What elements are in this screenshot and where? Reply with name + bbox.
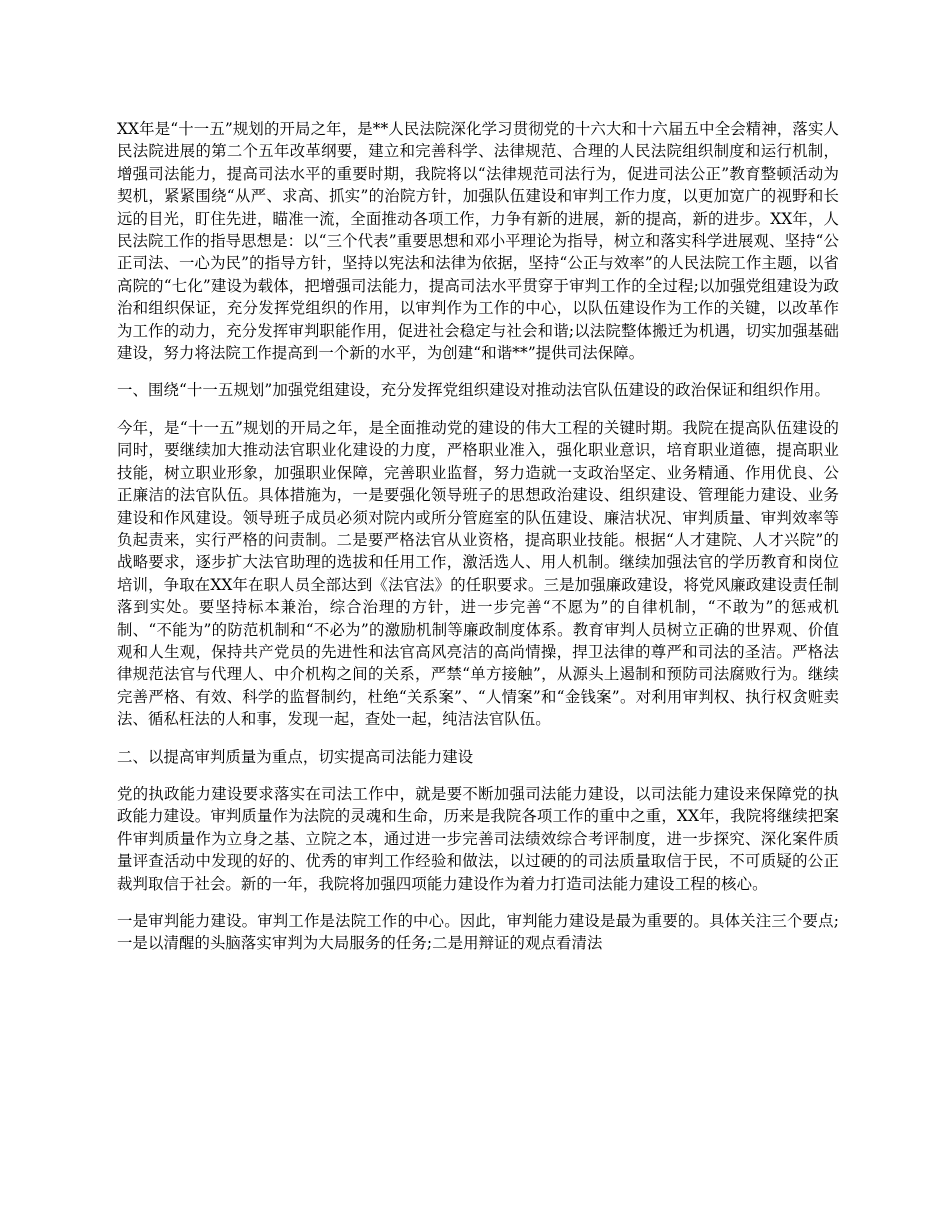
paragraph-intro: XX年是“十一五”规划的开局之年，是**人民法院深化学习贯彻党的十六大和十六届五中全会精神，落实人民法院进展的第二个五年改革纲要，建立和完善科学、法律规范、合理的人民法院组织制度和运行机制，增强司法能力，提高司法水平的重要时期，我院将以“法律规范司法行为，促进司法公正”教育整顿活动为契机，紧紧围绕“从严、求高、抓实”的治院方针，加强队伍建设和审判工作力度，以更加宽广的视野和长远的目光，盯住先进，瞄准一流，全面推动各项工作，力争有新的进展，新的提高，新的进步。XX年，人民法院工作的指导思想是：以“三个代表”重要思想和邓小平理论为指导，树立和落实科学进展观、坚持“公正司法、一心为民”的指导方针，坚持以宪法和法律为依据，坚持“公正与效率”的人民法院工作主题，以省高院的“七化”建设为载体，把增强司法能力，提高司法水平贯穿于审判工作的全过程;以加强党组建设为政治和组织保证，充分发挥党组织的作用，以审判作为工作的中心，以队伍建设作为工作的关键，以改革作为工作的动力，充分发挥审判职能作用，促进社会稳定与社会和谐;以法院整体搬迁为机遇，切实加强基础建设，努力将法院工作提高到一个新的水平，为创建“和谐**”提供司法保障。 <box>117 120 839 363</box>
section-heading-2: 二、以提高审判质量为重点，切实提高司法能力建设 <box>117 747 474 766</box>
document-body <box>117 118 839 970</box>
paragraph-trial-capability: 一是审判能力建设。审判工作是法院工作的中心。因此，审判能力建设是最为重要的。具体关注三个要点;一是以清醒的头脑落实审判为大局服务的任务;二是用辩证的观点看清法 <box>117 912 839 953</box>
paragraph-section-2: 党的执政能力建设要求落实在司法工作中，就是要不断加强司法能力建设，以司法能力建设来保障党的执政能力建设。审判质量作为法院的灵魂和生命，历来是我院各项工作的重中之重，XX年，我院将继续把案件审判质量作为立身之基、立院之本，通过进一步完善司法绩效综合考评制度，进一步探究、深化案件质量评查活动中发现的好的、优秀的审判工作经验和做法，以过硬的的司法质量取信于民，不可质疑的公正裁判取信于社会。新的一年，我院将加强四项能力建设作为着力打造司法能力建设工程的核心。 <box>117 784 839 893</box>
section-heading-1: 一、围绕“十一五规划”加强党组建设，充分发挥党组织建设对推动法官队伍建设的政治保证和组织作用。 <box>117 381 831 400</box>
paragraph-section-1: 今年，是“十一五”规划的开局之年，是全面推动党的建设的伟大工程的关键时期。我院在提高队伍建设的同时，要继续加大推动法官职业化建设的力度，严格职业准入，强化职业意识，培育职业道德，提高职业技能，树立职业形象，加强职业保障，完善职业监督，努力造就一支政治坚定、业务精通、作用优良、公正廉洁的法官队伍。具体措施为，一是要强化领导班子的思想政治建设、组织建设、管理能力建设、业务建设和作风建设。领导班子成员必须对院内或所分管庭室的队伍建设、廉洁状况、审判质量、审判效率等负起责来，实行严格的问责制。二是要严格法官从业资格，提高职业技能。根据“人才建院、人才兴院”的战略要求，逐步扩大法官助理的选拔和任用工作，激活选人、用人机制。继续加强法官的学历教育和岗位培训，争取在XX年在职人员全部达到《法官法》的任职要求。三是加强廉政建设，将党风廉政建设责任制落到实处。要坚持标本兼治，综合治理的方针，进一步完善“不愿为”的自律机制，“不敢为”的惩戒机制、“不能为”的防范机制和“不必为”的激励机制等廉政制度体系。教育审判人员树立正确的世界观、价值观和人生观，保持共产党员的先进性和法官高风亮洁的高尚情操，捍卫法律的尊严和司法的圣洁。严格法律规范法官与代理人、中介机构之间的关系，严禁“单方接触”，从源头上遏制和预防司法腐败行为。继续完善严格、有效、科学的监督制约，杜绝“关系案”、“人情案”和“金钱案”。对利用审判权、执行权贪赃卖法、循私枉法的人和事，发现一起，查处一起，纯洁法官队伍。 <box>117 418 839 729</box>
